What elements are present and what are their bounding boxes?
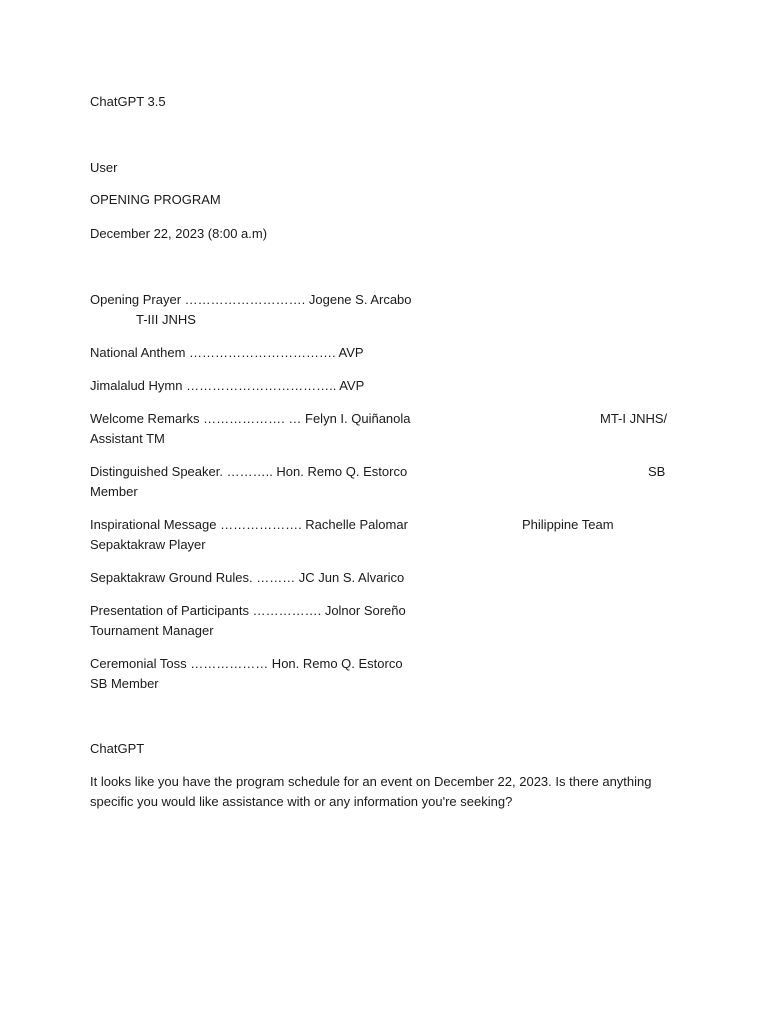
program-date: December 22, 2023 (8:00 a.m) [90,226,268,241]
program-item-entry: Sepaktakraw Ground Rules. ……… JC Jun S. Alvarico [90,570,405,585]
program-item-role-right: SB [648,464,666,479]
program-item-role: SB Member [90,676,159,691]
program-item-role-right: MT-I JNHS/ [600,411,668,426]
program-title: OPENING PROGRAM [90,192,221,207]
assistant-label: ChatGPT [90,741,145,756]
program-item-entry: Opening Prayer ………………………. Jogene S. Arcabo [90,292,412,307]
program-item-role: T-III JNHS [136,312,196,327]
program-item-role-right: Philippine Team [522,517,614,532]
program-item-entry: Ceremonial Toss ……………… Hon. Remo Q. Estorco [90,656,403,671]
program-item-role: Sepaktakraw Player [90,537,206,552]
program-item-role: Member [90,484,138,499]
assistant-reply: It looks like you have the program schedule for an event on December 22, 2023. Is there anything specific you would like assistance with or any information you're seeking? [90,774,652,809]
program-item-role: Tournament Manager [90,623,214,638]
user-label: User [90,160,118,175]
program-item-entry: Welcome Remarks ………………. … Felyn I. Quiñanola [90,411,411,426]
program-item-entry: National Anthem ……………………………. AVP [90,345,364,360]
program-item-entry: Presentation of Participants ……………. Jolnor Soreño [90,603,406,618]
program-item-entry: Jimalalud Hymn …………………………….. AVP [90,378,365,393]
program-item-entry: Distinguished Speaker. ……….. Hon. Remo Q. Estorco [90,464,408,479]
program-item-role: Assistant TM [90,431,165,446]
program-item-entry: Inspirational Message ………………. Rachelle Palomar [90,517,408,532]
model-title: ChatGPT 3.5 [90,94,166,109]
